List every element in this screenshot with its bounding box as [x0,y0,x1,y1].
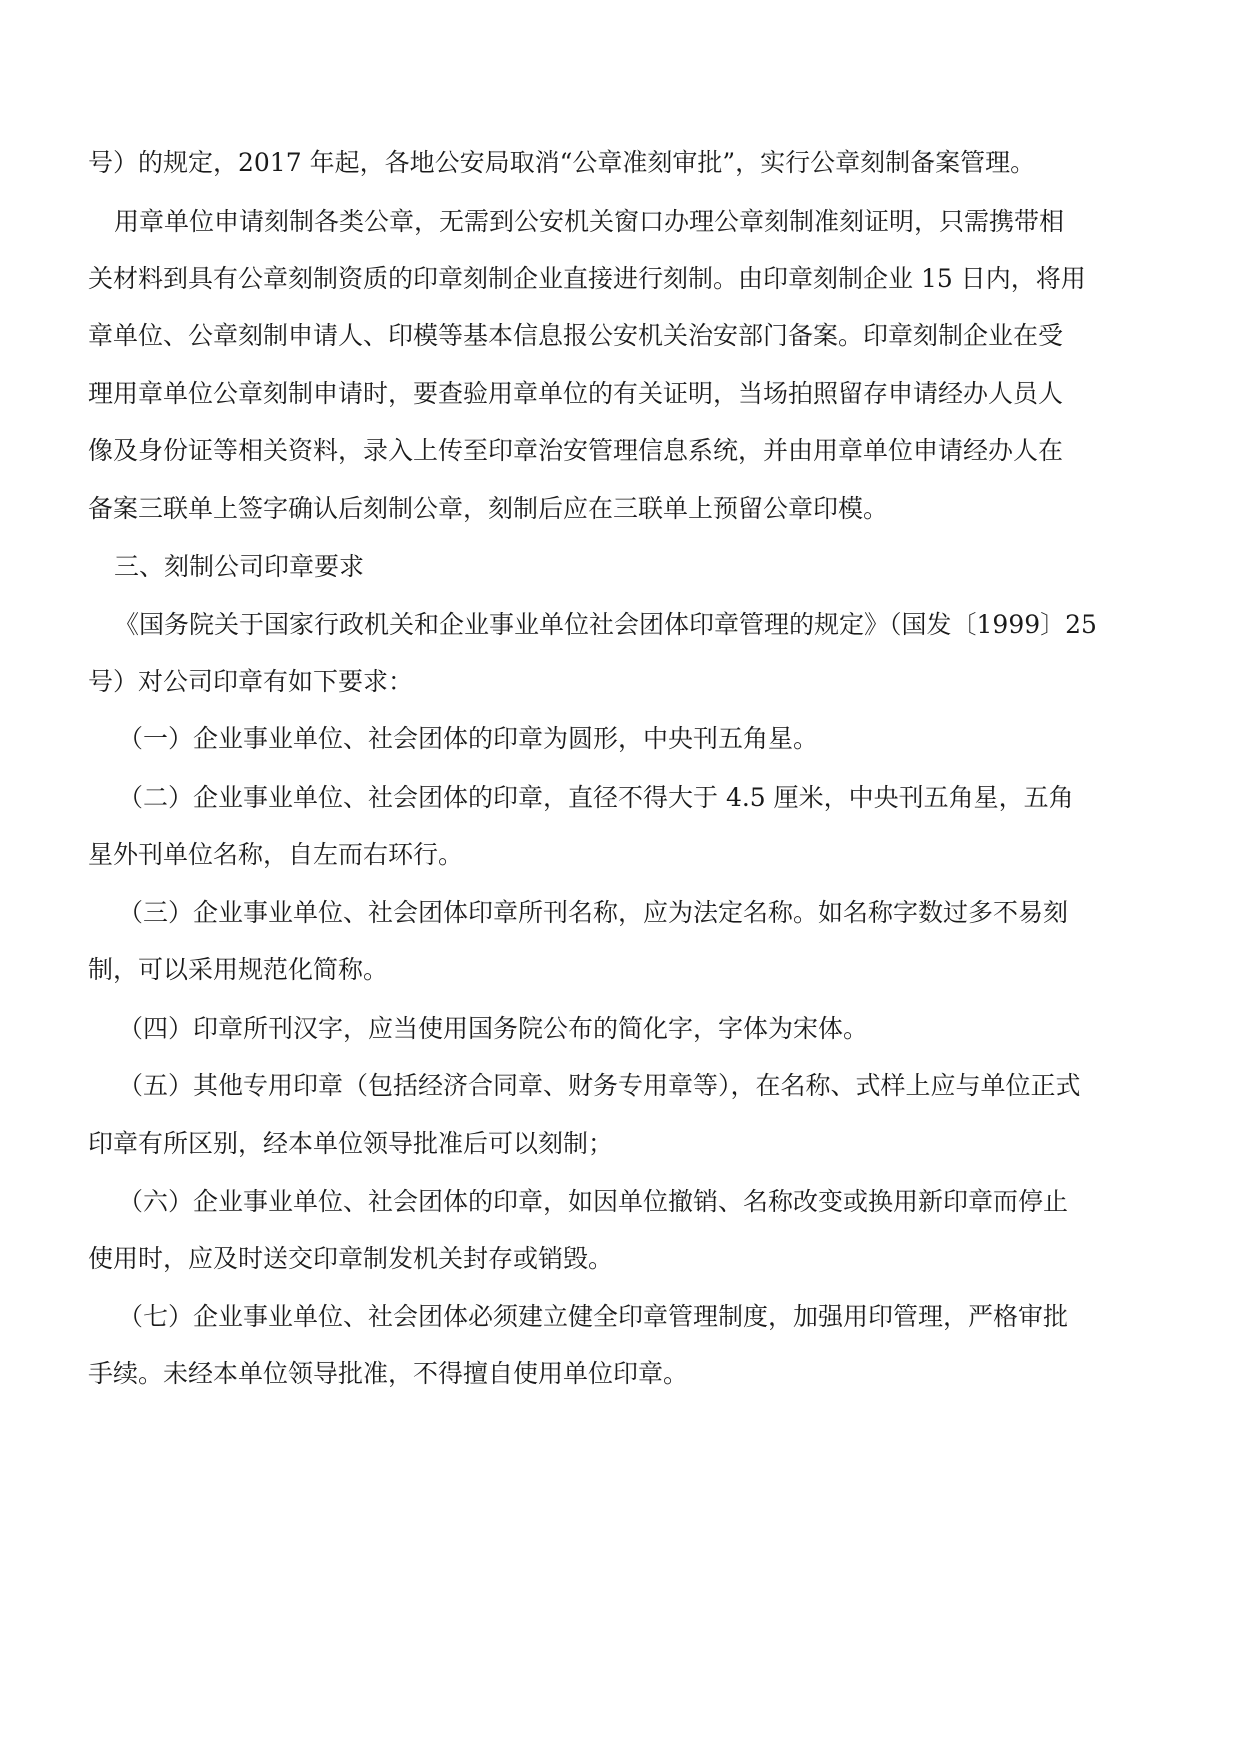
paragraph-line: 备案三联单上签字确认后刻制公章，刻制后应在三联单上预留公章印模。 [88,494,889,523]
paragraph-line: 《国务院关于国家行政机关和企业事业单位社会团体印章管理的规定》（国发〔1999〕25 [114,610,1097,639]
paragraph-line: 号）的规定，2017 年起，各地公安局取消“公章准刻审批”，实行公章刻制备案管理。 [88,148,1036,177]
paragraph-line: 号）对公司印章有如下要求： [88,667,414,696]
section-heading: 三、刻制公司印章要求 [114,552,365,581]
list-item: （六）企业事业单位、社会团体的印章，如因单位撤销、名称改变或换用新印章而停止 [118,1187,1069,1216]
list-item-continuation: 印章有所区别，经本单位领导批准后可以刻制； [88,1129,614,1158]
list-item-continuation: 星外刊单位名称，自左而右环行。 [88,840,464,869]
paragraph-line: 像及身份证等相关资料，录入上传至印章治安管理信息系统，并由用章单位申请经办人在 [88,436,1064,465]
list-item: （一）企业事业单位、社会团体的印章为圆形，中央刊五角星。 [118,724,819,753]
paragraph-line: 用章单位申请刻制各类公章，无需到公安机关窗口办理公章刻制准刻证明，只需携带相 [114,207,1065,236]
list-item-continuation: 手续。未经本单位领导批准，不得擅自使用单位印章。 [88,1359,689,1388]
paragraph-line: 理用章单位公章刻制申请时，要查验用章单位的有关证明，当场拍照留存申请经办人员人 [88,379,1064,408]
list-item-continuation: 使用时，应及时送交印章制发机关封存或销毁。 [88,1244,614,1273]
list-item: （四）印章所刊汉字，应当使用国务院公布的简化字，字体为宋体。 [118,1014,869,1043]
paragraph-line: 关材料到具有公章刻制资质的印章刻制企业直接进行刻制。由印章刻制企业 15 日内，将用 [88,264,1086,293]
list-item-continuation: 制，可以采用规范化简称。 [88,955,389,984]
list-item: （七）企业事业单位、社会团体必须建立健全印章管理制度，加强用印管理，严格审批 [118,1302,1069,1331]
paragraph-line: 章单位、公章刻制申请人、印模等基本信息报公安机关治安部门备案。印章刻制企业在受 [88,321,1064,350]
list-item: （三）企业事业单位、社会团体印章所刊名称，应为法定名称。如名称字数过多不易刻 [118,898,1069,927]
list-item: （二）企业事业单位、社会团体的印章，直径不得大于 4.5 厘米，中央刊五角星，五角 [118,783,1074,812]
list-item: （五）其他专用印章（包括经济合同章、财务专用章等），在名称、式样上应与单位正式 [118,1071,1081,1100]
